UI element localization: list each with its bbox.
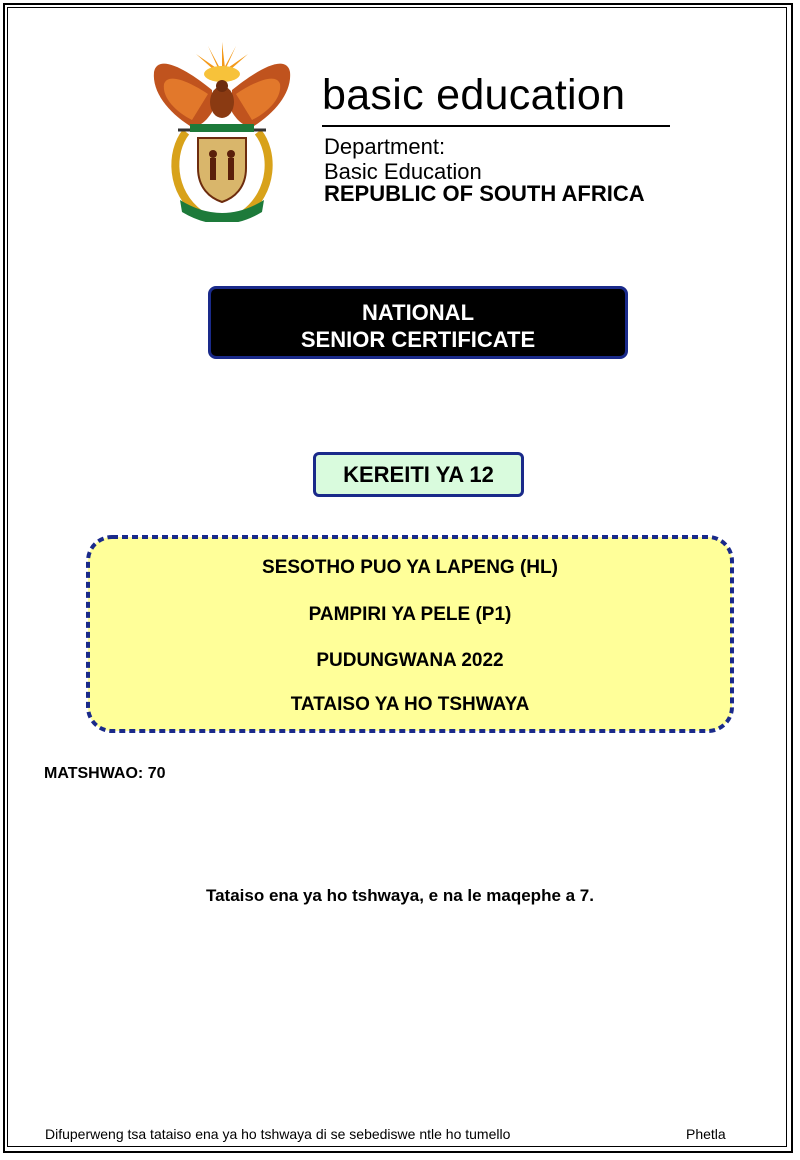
paper-number: PAMPIRI YA PELE (P1) <box>308 604 512 625</box>
document-type: TATAISO YA HO TSHWAYA <box>290 694 530 715</box>
turn-over-label: Phetla <box>686 1126 726 1142</box>
total-marks: MATSHWAO: 70 <box>44 765 166 782</box>
certificate-line2: SENIOR CERTIFICATE <box>300 327 536 352</box>
certificate-line1: NATIONAL <box>361 300 475 325</box>
brand-divider <box>322 125 670 127</box>
page-count-note: Tataiso ena ya ho tshwaya, e na le maqephe a 7. <box>205 886 594 905</box>
copyright-notice: Difuperweng tsa tataiso ena ya ho tshwaya di se sebediswe ntle ho tumello <box>45 1126 511 1142</box>
department-label <box>324 134 482 184</box>
department-line1: Department: <box>324 134 446 159</box>
subject-title: SESOTHO PUO YA LAPENG (HL) <box>262 557 558 578</box>
grade-badge: KEREITI YA 12 <box>313 452 524 497</box>
country-name: REPUBLIC OF SOUTH AFRICA <box>324 181 645 206</box>
certificate-banner <box>208 286 628 359</box>
department-line2: Basic Education <box>324 159 482 184</box>
exam-session: PUDUNGWANA 2022 <box>316 650 504 671</box>
coat-of-arms-logo <box>150 42 295 222</box>
brand-title: basic education <box>322 71 626 119</box>
